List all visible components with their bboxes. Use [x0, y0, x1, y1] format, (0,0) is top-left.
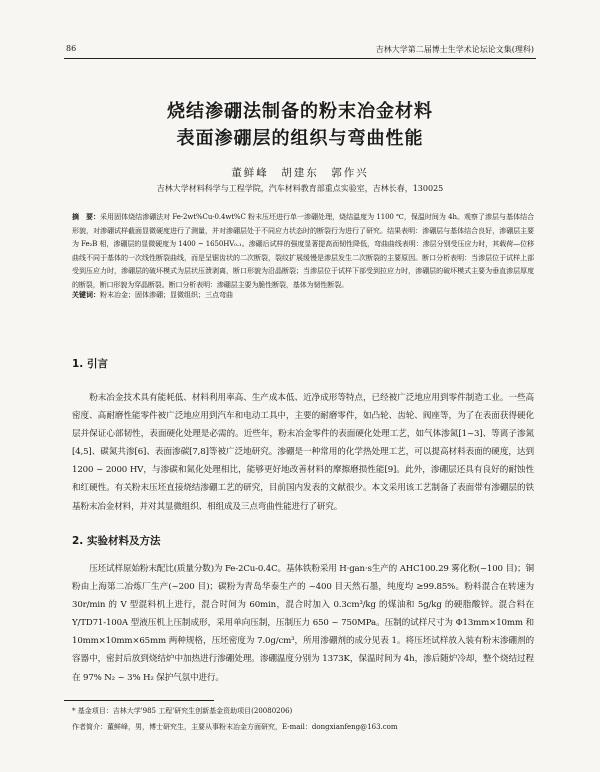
- section-heading-methods: 2. 实验材料及方法: [72, 535, 161, 547]
- paper-title-line-1: 烧结渗硼法制备的粉末冶金材料: [167, 101, 433, 122]
- header-rule: [64, 58, 536, 59]
- journal-name: 吉林大学第二届博士生学术论坛论文集(理科): [375, 45, 534, 54]
- introduction-paragraph: 粉末冶金技术具有能耗低、材料利用率高、生产成本低、近净成形等特点，已经被广泛地应用到零件制造工业。一些高密度、高耐磨性能零件被广泛地应用到汽车和电动工具中，主要的耐磨零件，如凸轮、齿轮、阀座等，为了在表面获得硬化层并保证心部韧性，表面硬化处理是必需的。近些年，粉末冶金零件的表面硬化处理工艺，如气体渗氮[1~3]、等离子渗氮[4,5]、碳氮共渗[6]、表面渗碳[7,8]等被广泛地研究。渗硼是一种常用的化学热处理工艺，可以提高材料表面的硬度，达到 1200 ~ 2000 HV，与渗碳和氮化处理相比，能够更好地改善材料的摩擦磨损性能[9]。此外，渗硼层还具有良好的耐蚀性和红硬性。有关粉末压坯直接烧结渗硼工艺的研究，目前国内发表的文献很少。本文采用该工艺制备了表面带有渗硼层的铁基粉末冶金材料，并对其显微组织、相组成及三点弯曲性能进行了研究。: [72, 393, 534, 512]
- methods-paragraph: 压坯试样原始粉末配比(质量分数)为 Fe-2Cu-0.4C。基体铁粉采用 H·gan·s生产的 AHC100.29 雾化粉(~100 目)；铜粉由上海第二冶炼厂生产(~200 目)；碳粉为青岛华泰生产的 ~400 目天然石墨，纯度均 ≥99.85%。粉料混合在转速为 30r/min 的 V 型混料机上进行，混合时间为 60min，混合时加入 0.3cm³/kg 的煤油和 5g/kg 的硬脂酸锌。混合料在 Y/TD71-100A 型液压机上压制成形，采用单向压制，压制压力 650 ~ 750MPa。压制的试样尺寸为 Φ13mm×10mm 和 10mm×10mm×65mm 两种规格，压坯密度为 7.0g/cm³，所用渗硼剂的成分见表 1。将压坯试样放入装有粉末渗硼剂的容器中，密封后放到烧结炉中加热进行渗硼处理。渗硼温度分别为 1373K，保温时间为 4h，渗后随炉冷却，整个烧结过程在 97% N₂ ~ 3% H₂ 保护气氛中进行。: [72, 564, 534, 683]
- affiliation: 吉林大学材料科学与工程学院，汽车材料教育部重点实验室，吉林长春，130025: [156, 184, 444, 193]
- running-head: [66, 44, 534, 55]
- footnote-rule: [64, 700, 214, 701]
- keywords: [72, 290, 534, 300]
- author-list: 董鲜峰 胡建东 郭作兴: [231, 167, 369, 179]
- keywords-label: 关键词：: [72, 290, 100, 299]
- keywords-text: 粉末冶金；固体渗硼；显微组织；三点弯曲: [100, 291, 233, 299]
- author-bio-footnote: 作者简介：董鲜峰，男，博士研究生，主要从事粉末冶金方面研究，E-mail：dongxianfeng@163.com: [72, 723, 398, 731]
- abstract-text: 采用固体烧结渗硼法对 Fe-2wt%Cu-0.4wt%C 粉末压坯进行单一渗硼处理，烧结温度为 1100 ℃，保温时间为 4h。观察了渗层与基体结合形貌，对渗硼试样截面显微硬度进行了测量，并对渗硼层处于不同应力状态时的断裂行为进行了研究。结果表明：渗硼层与基体结合良好，渗硼层主要为 Fe₂B 相，渗硼层的显微硬度为 1400 ~ 1650HV₀.₁。渗硼后试样的强度显著提高而韧性降低，弯曲曲线表明：渗层分别受压应力时，其载荷—位移曲线不同于基体的一次线性断裂曲线，而是呈锯齿状的二次断裂，裂纹扩展缓慢是渗层发生二次断裂的主要原因。断口分析表明：当渗层位于试样上部受到压应力时，渗硼层的破坏模式为层状压溃剥离，断口形貌为沿晶断裂；当渗层位于试样下部受到拉应力时，渗硼层的破坏模式主要为垂直渗层厚度的断裂，断口形貌为穿晶断裂。断口分析表明：渗硼层主要为脆性断裂，基体为韧性断裂。: [72, 213, 534, 289]
- abstract: [72, 210, 534, 293]
- funding-footnote: * 基金项目：吉林大学'985 工程'研究生创新基金资助项目(20080206): [72, 707, 293, 715]
- paper-title-line-2: 表面渗硼层的组织与弯曲性能: [176, 128, 424, 149]
- section-heading-introduction: 1. 引言: [72, 358, 108, 370]
- abstract-label: 摘 要：: [72, 212, 101, 221]
- page-number: 86: [66, 44, 77, 53]
